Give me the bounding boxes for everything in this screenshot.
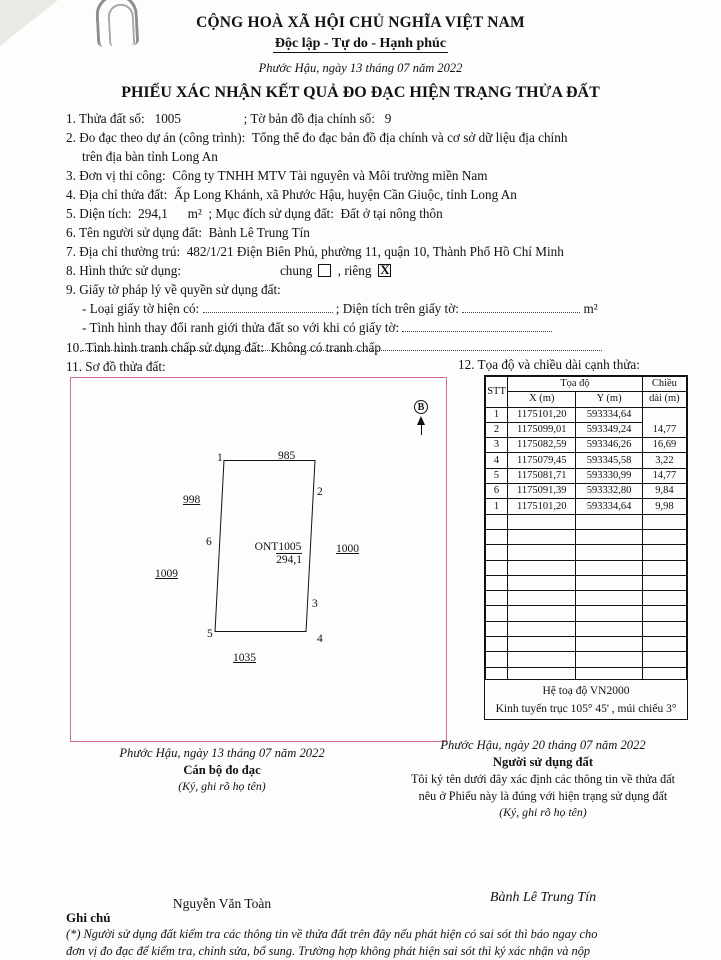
header-place-date: Phước Hậu, ngày 13 tháng 07 năm 2022 xyxy=(258,61,463,75)
cell-empty xyxy=(642,514,686,529)
field-doc-area-label: ; Diện tích trên giấy tờ: xyxy=(335,301,459,316)
field-dispute-value: Không có tranh chấp xyxy=(270,340,381,355)
cell-empty xyxy=(642,606,686,621)
field-contractor-label: 3. Đơn vị thi công: xyxy=(66,168,166,183)
cell-y: 593349,24 xyxy=(576,422,642,437)
parcel-code: ONT xyxy=(254,541,279,553)
field-coord-label: 12. Tọa độ và chiều dài cạnh thửa: xyxy=(458,357,640,372)
table-row-empty xyxy=(486,591,687,606)
cell-empty xyxy=(576,575,642,590)
cell-empty xyxy=(508,606,576,621)
cell-empty xyxy=(508,591,576,606)
compass-icon xyxy=(414,400,428,435)
cell-empty xyxy=(486,545,508,560)
field-area-label: 5. Diện tích: xyxy=(66,206,132,221)
field-address-label: 4. Địa chỉ thửa đất: xyxy=(66,187,168,202)
cell-empty xyxy=(642,637,686,652)
field-contractor-value: Công ty TNHH MTV Tài nguyên và Môi trường miền Nam xyxy=(172,168,488,183)
field-address-value: Ấp Long Khánh, xã Phước Hậu, huyện Cần Giuộc, tỉnh Long An xyxy=(173,187,517,202)
field-use-form xyxy=(66,262,666,280)
cell-empty xyxy=(576,652,642,667)
field-project-cont: trên địa bàn tỉnh Long An xyxy=(82,149,218,164)
field-area-unit: m² xyxy=(187,206,202,221)
cell-length: 16,69 xyxy=(642,438,686,453)
table-row xyxy=(486,453,687,468)
field-residence xyxy=(66,243,666,261)
compass-stem xyxy=(421,425,422,435)
footnote-title: Ghi chú xyxy=(66,910,111,925)
parcel-number-over-area xyxy=(278,541,301,553)
cell-empty xyxy=(508,529,576,544)
parcel-info xyxy=(233,541,323,567)
cell-x: 1175082,59 xyxy=(508,438,576,453)
vertex-label-5: 5 xyxy=(207,628,213,640)
field-owner xyxy=(66,224,666,242)
owner-statement-line2: nêu ở Phiếu này là đúng với hiện trạng sử dụng đất xyxy=(418,789,668,803)
table-subheader-row xyxy=(486,392,687,407)
field-project xyxy=(66,129,666,147)
table-row-empty xyxy=(486,606,687,621)
field-parcel-number-value: 1005 xyxy=(154,111,181,126)
field-project-label: 2. Đo đạc theo dự án (công trình): xyxy=(66,130,246,145)
cell-stt: 2 xyxy=(486,422,508,437)
signature-block-owner xyxy=(378,738,708,820)
cell-x: 1175079,45 xyxy=(508,453,576,468)
coordinate-table xyxy=(484,375,688,720)
compass-arrow xyxy=(417,416,425,425)
cell-empty xyxy=(486,621,508,636)
coordinate-system-footer xyxy=(485,679,687,719)
cell-empty xyxy=(486,560,508,575)
table-row xyxy=(486,438,687,453)
field-use-form-label: 8. Hình thức sử dụng: xyxy=(66,263,182,278)
field-legal-docs-label: 9. Giấy tờ pháp lý về quyền sử dụng đất: xyxy=(66,282,281,297)
col-stt: STT xyxy=(486,377,508,408)
surveyor-name: Nguyễn Văn Toàn xyxy=(172,896,272,911)
owner-statement-line1: Tôi ký tên dưới đây xác định các thông tin về thửa đất xyxy=(410,772,675,786)
field-area xyxy=(66,205,666,223)
cell-empty xyxy=(486,514,508,529)
field-boundary-change-blank[interactable] xyxy=(402,320,552,332)
field-doc-type-blank[interactable] xyxy=(203,301,333,313)
field-doc-type xyxy=(82,300,666,318)
cell-x: 1175101,20 xyxy=(508,499,576,514)
cell-stt: 3 xyxy=(486,438,508,453)
paper-corner-fold xyxy=(0,0,58,46)
cell-stt: 5 xyxy=(486,468,508,483)
cell-empty xyxy=(486,637,508,652)
footnote-line1: (*) Người sử dụng đất kiểm tra các thông tin về thửa đất trên đây nếu phát hiện có sai sót thì báo ngay cho xyxy=(66,927,598,941)
field-doc-area-unit: m² xyxy=(583,301,598,316)
col-length-top: Chiều xyxy=(642,377,686,392)
vertex-label-4: 4 xyxy=(317,633,323,645)
cell-empty xyxy=(642,591,686,606)
neighbor-parcel-1000: 1000 xyxy=(336,543,359,555)
coord-meridian: Kinh tuyến trục 105° 45' , múi chiếu 3° xyxy=(495,703,677,715)
owner-name: Bành Lê Trung Tín xyxy=(489,890,597,905)
cell-x: 1175101,20 xyxy=(508,407,576,422)
table-row xyxy=(486,499,687,514)
owner-role: Người sử dụng đất xyxy=(492,755,594,769)
vertex-label-6: 6 xyxy=(206,536,212,548)
cell-empty xyxy=(486,575,508,590)
cell-length: 3,22 xyxy=(642,453,686,468)
col-x: X (m) xyxy=(508,392,576,407)
document-title: PHIẾU XÁC NHẬN KẾT QUẢ ĐO ĐẠC HIỆN TRẠNG THỬA ĐẤT xyxy=(121,84,600,101)
cell-y: 593346,26 xyxy=(576,438,642,453)
cell-y: 593330,99 xyxy=(576,468,642,483)
field-contractor xyxy=(66,167,666,185)
table-row-empty xyxy=(486,529,687,544)
use-form-private-label: , riêng xyxy=(337,263,372,278)
cell-empty xyxy=(576,545,642,560)
paper-clip-icon xyxy=(95,0,140,47)
cell-empty xyxy=(486,606,508,621)
cell-empty xyxy=(576,637,642,652)
cell-empty xyxy=(642,652,686,667)
cell-stt: 6 xyxy=(486,484,508,499)
table-row-empty xyxy=(486,560,687,575)
field-project-value: Tổng thể đo đạc bản đồ địa chính và cơ sở dữ liệu địa chính xyxy=(251,130,568,145)
field-area-value: 294,1 xyxy=(138,206,168,221)
table-row xyxy=(486,484,687,499)
table-row xyxy=(486,407,687,422)
cell-stt: 4 xyxy=(486,453,508,468)
field-residence-label: 7. Địa chỉ thường trú: xyxy=(66,244,181,259)
field-boundary-change-label: - Tình hình thay đổi ranh giới thửa đất so với khi có giấy tờ: xyxy=(82,320,400,335)
cell-empty xyxy=(642,545,686,560)
owner-date: Phước Hậu, ngày 20 tháng 07 năm 2022 xyxy=(440,738,646,752)
field-map-sheet-value: 9 xyxy=(384,111,392,126)
cell-y: 593345,58 xyxy=(576,453,642,468)
table-header-row xyxy=(486,377,687,392)
cell-length: 14,77 xyxy=(642,468,686,483)
vertex-label-1: 1 xyxy=(217,452,223,464)
cell-empty xyxy=(576,606,642,621)
vertex-label-2: 2 xyxy=(317,486,323,498)
neighbor-parcel-985: 985 xyxy=(278,450,296,462)
field-map-sheet-label: ; Tờ bản đồ địa chính số: xyxy=(243,111,375,126)
field-dispute-label: 10. Tình hình tranh chấp sử dụng đất: xyxy=(66,340,265,355)
table-row-empty xyxy=(486,545,687,560)
table-row-empty xyxy=(486,621,687,636)
national-title: CỘNG HOÀ XÃ HỘI CHỦ NGHĨA VIỆT NAM xyxy=(196,14,525,31)
field-doc-area-blank[interactable] xyxy=(462,301,580,313)
table-row-empty xyxy=(486,652,687,667)
cell-length: 9,98 xyxy=(642,499,686,514)
motto-text: Độc lập - Tự do - Hạnh phúc xyxy=(274,36,447,51)
cell-empty xyxy=(576,514,642,529)
surveyor-date: Phước Hậu, ngày 13 tháng 07 năm 2022 xyxy=(119,746,325,760)
cell-length: 9,84 xyxy=(642,484,686,499)
field-dispute xyxy=(66,340,381,356)
cell-empty xyxy=(486,652,508,667)
footnote xyxy=(66,910,686,959)
field-owner-value: Bành Lê Trung Tín xyxy=(208,225,310,240)
cell-empty xyxy=(576,560,642,575)
cell-length: 14,77 xyxy=(642,407,686,438)
parcel-number: 1005 xyxy=(278,541,302,553)
footnote-line2: đơn vị đo đạc để kiểm tra, chỉnh sửa, bổ sung. Trường hợp không phát hiện sai sót thì ký xác nhận và nộp xyxy=(66,943,591,958)
field-purpose-value: Đất ở tại nông thôn xyxy=(340,206,443,221)
cell-y: 593334,64 xyxy=(576,499,642,514)
cell-empty xyxy=(508,560,576,575)
surveyor-role: Cán bộ đo đạc xyxy=(183,763,261,777)
cell-x: 1175081,71 xyxy=(508,468,576,483)
field-residence-value: 482/1/21 Điện Biên Phủ, phường 11, quận 10, Thành Phố Hồ Chí Minh xyxy=(186,244,564,259)
cell-empty xyxy=(642,621,686,636)
cell-stt: 1 xyxy=(486,499,508,514)
cell-empty xyxy=(508,621,576,636)
vertex-label-3: 3 xyxy=(312,598,318,610)
cell-empty xyxy=(576,621,642,636)
field-parcel-number-label: 1. Thửa đất số: xyxy=(66,111,145,126)
cell-empty xyxy=(642,575,686,590)
signature-block-surveyor xyxy=(72,746,372,794)
use-form-shared-label: chung xyxy=(279,263,313,278)
cell-empty xyxy=(576,529,642,544)
cell-empty xyxy=(486,591,508,606)
cell-empty xyxy=(508,652,576,667)
cell-x: 1175091,39 xyxy=(508,484,576,499)
cell-empty xyxy=(508,637,576,652)
surveyor-sign-note: (Ký, ghi rõ họ tên) xyxy=(178,779,266,793)
compass-letter: B xyxy=(414,400,428,414)
coordinate-table-grid xyxy=(485,376,687,683)
cell-empty xyxy=(486,529,508,544)
use-form-shared-checkbox[interactable] xyxy=(318,264,331,277)
use-form-private-checkbox[interactable] xyxy=(378,264,391,277)
field-sketch-label: 11. Sơ đồ thửa đất: xyxy=(66,359,166,374)
col-coord-group: Tọa độ xyxy=(508,377,643,392)
coord-system-name: Hệ toạ độ VN2000 xyxy=(542,685,630,697)
neighbor-parcel-1009: 1009 xyxy=(155,568,178,580)
neighbor-parcel-1035: 1035 xyxy=(233,652,256,664)
field-boundary-change xyxy=(82,319,666,337)
field-address xyxy=(66,186,666,204)
cell-stt: 1 xyxy=(486,407,508,422)
cell-x: 1175099,01 xyxy=(508,422,576,437)
cell-empty xyxy=(508,514,576,529)
cell-empty xyxy=(508,575,576,590)
field-owner-label: 6. Tên người sử dụng đất: xyxy=(66,225,203,240)
cell-empty xyxy=(642,529,686,544)
owner-sign-note: (Ký, ghi rõ họ tên) xyxy=(499,805,587,819)
cell-y: 593332,80 xyxy=(576,484,642,499)
cell-empty xyxy=(508,545,576,560)
parcel-sketch xyxy=(70,377,447,742)
parcel-area: 294,1 xyxy=(276,554,302,566)
col-length-bottom: dài (m) xyxy=(642,392,686,407)
form-fields xyxy=(66,110,666,357)
cell-empty xyxy=(642,560,686,575)
table-row-empty xyxy=(486,575,687,590)
field-parcel-number xyxy=(66,110,666,128)
neighbor-parcel-998: 998 xyxy=(183,494,201,506)
table-row-empty xyxy=(486,637,687,652)
col-y: Y (m) xyxy=(576,392,642,407)
field-doc-type-label: - Loại giấy tờ hiện có: xyxy=(82,301,200,316)
table-row xyxy=(486,468,687,483)
table-row-empty xyxy=(486,514,687,529)
cell-empty xyxy=(576,591,642,606)
field-purpose-label: ; Mục đích sử dụng đất: xyxy=(208,206,334,221)
cell-y: 593334,64 xyxy=(576,407,642,422)
